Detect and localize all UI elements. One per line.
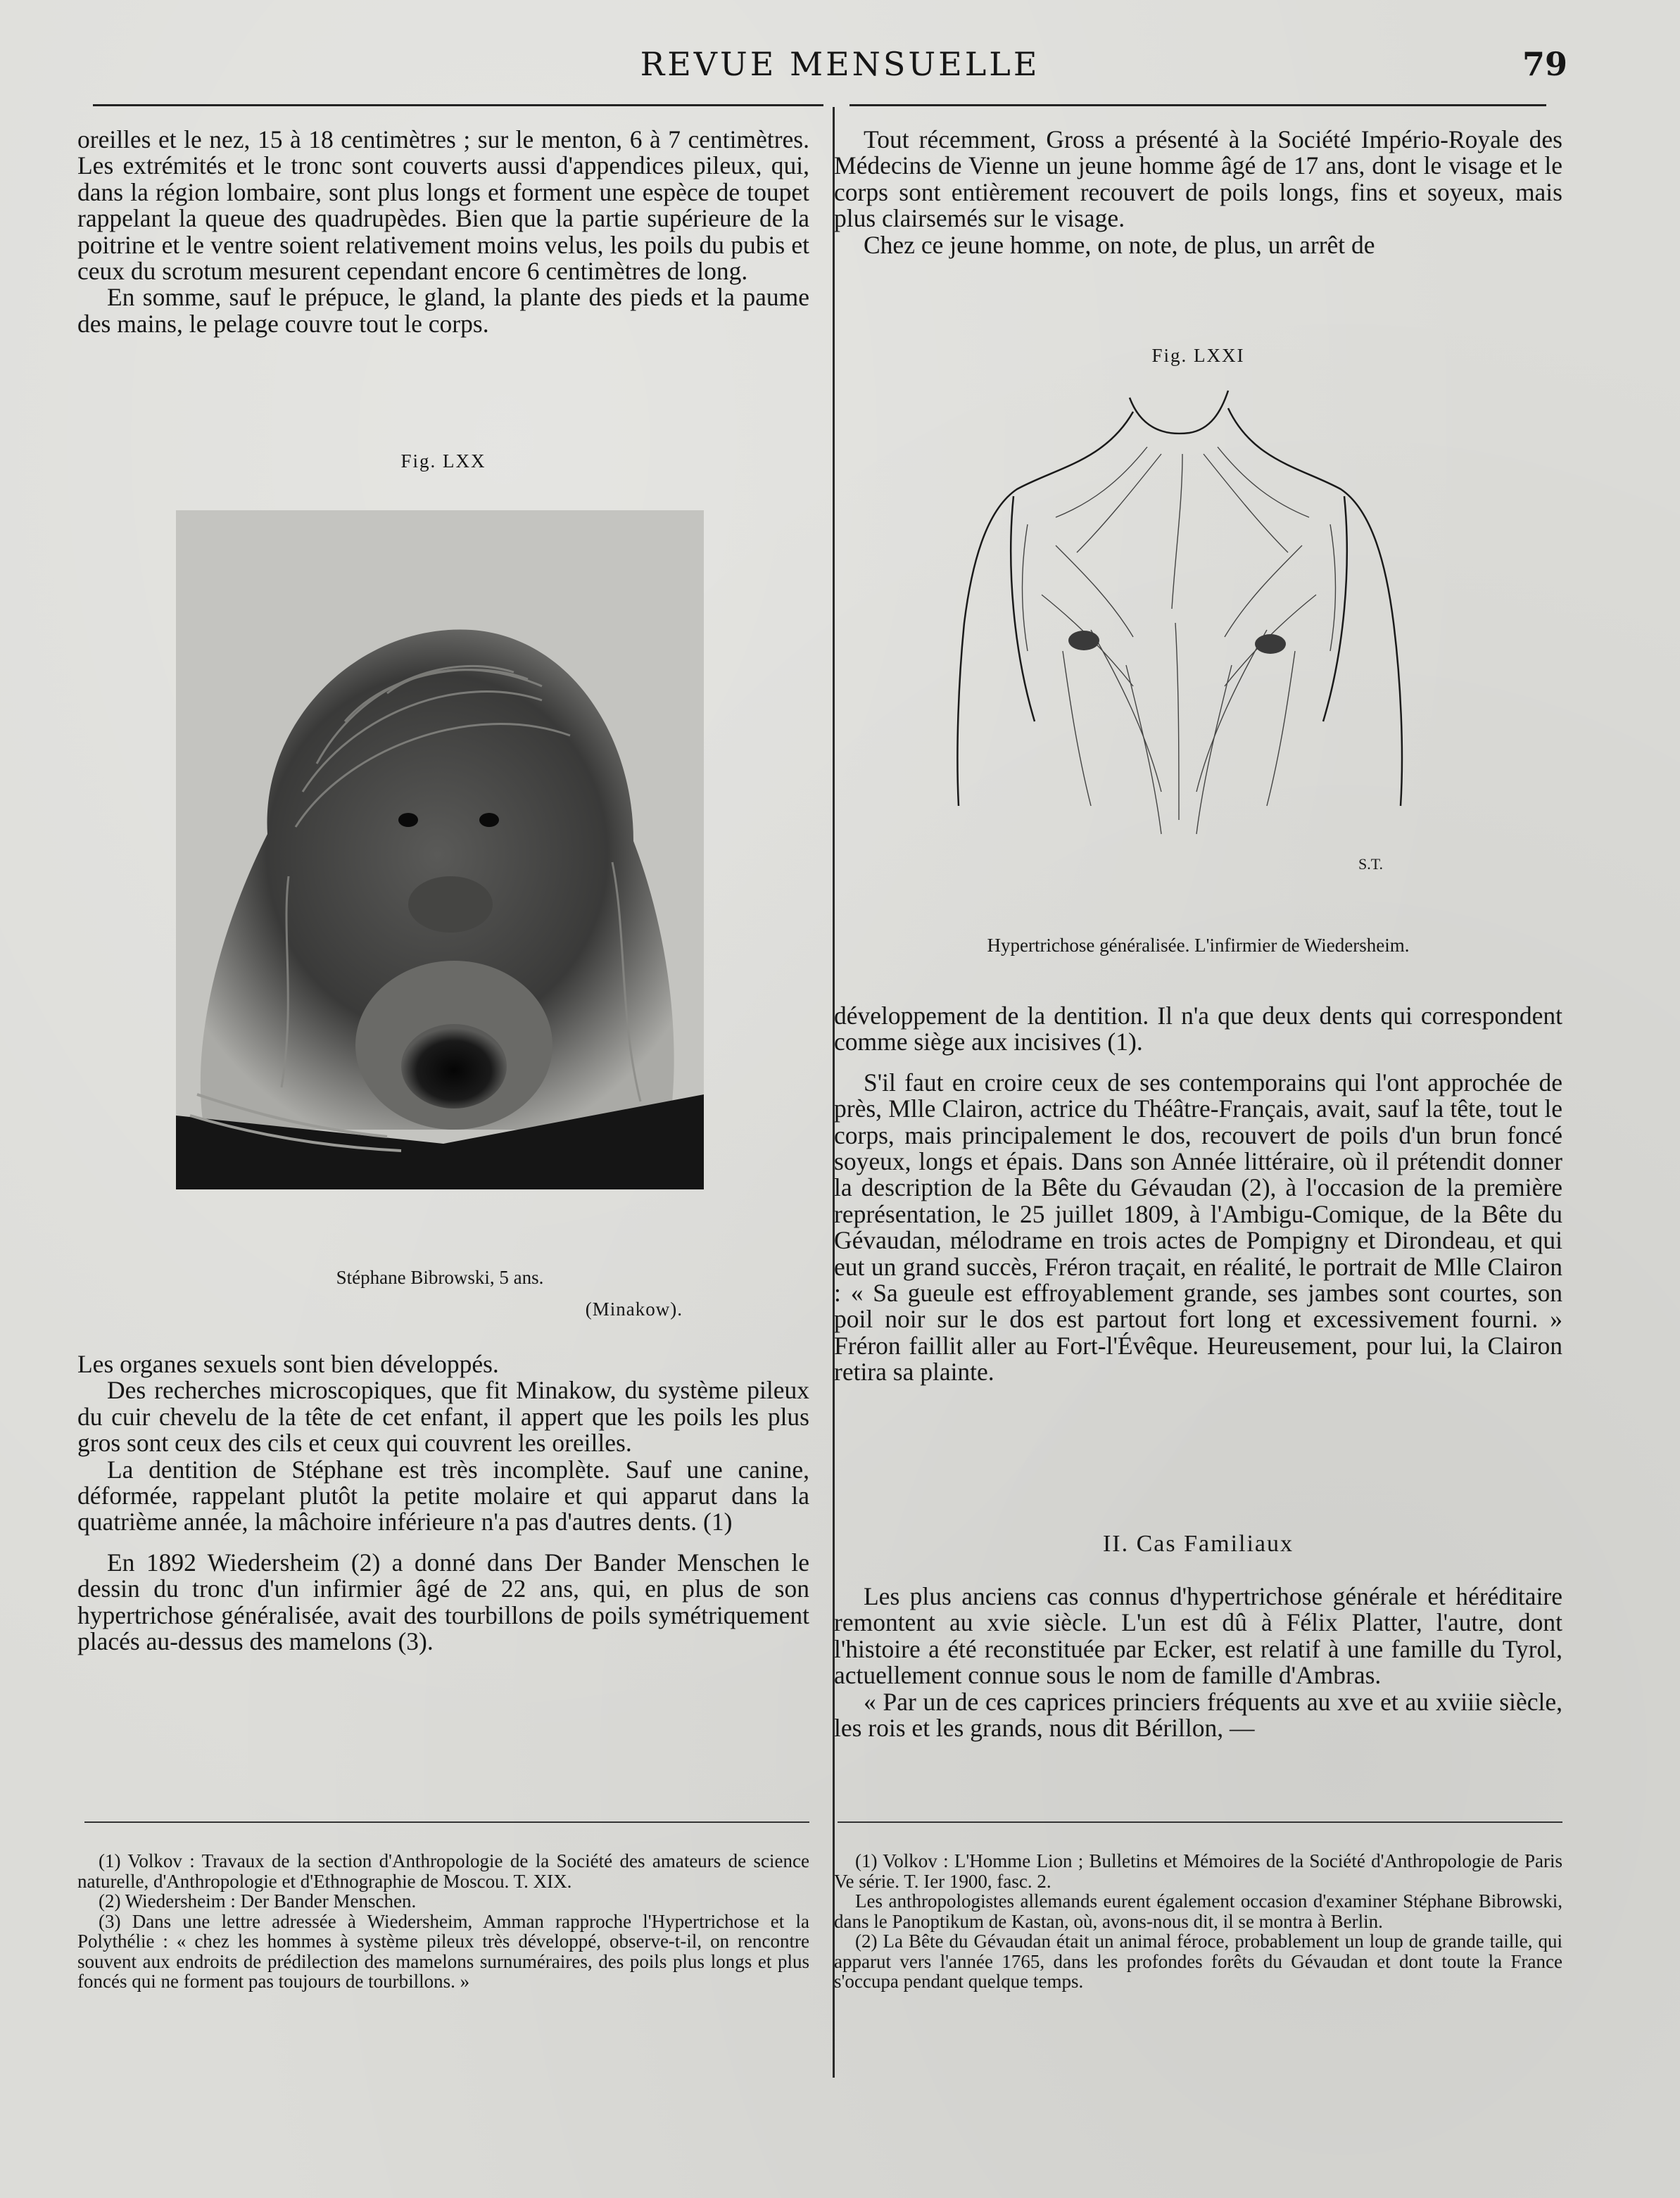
page-number: 79 (1522, 45, 1567, 83)
footnote: Les anthropologistes allemands eurent également occasion d'examiner Stéphane Bibrowski, dans le Panoptikum de Kastan, où, avons-nous dit, il se montra à Berlin. (834, 1890, 1562, 1932)
paragraph: S'il faut en croire ceux de ses contemporains qui l'ont approchée de près, Mlle Clairon, actrice du Théâtre-Français, avait, sauf la tête, tout le corps, mais principalement le dos, recouvert de poils d'un brun foncé soyeux, longs et épais. Dans son Année littéraire, où il prétendit donner la description de la Bête du Gévaudan (2), à l'occasion de la première représentation, le 25 juillet 1809, à l'Ambigu-Comique, de la Bête du Gévaudan, mélodrame en trois actes de Pompigny et Dirondeau, et qui eut un grand succès, Fréron traçait, en réalité, le portrait de Mlle Clairon : « Sa gueule est effroyablement grande, ses jambes sont courtes, son poil noir sur le dos est partout fort long et excessivement fourni. » Fréron faillit aller au Fort-l'Évêque. Heureusement, pour lui, la Clairon retira sa plainte. (834, 1068, 1562, 1387)
paragraph: En 1892 Wiedersheim (2) a donné dans Der Bander Menschen le dessin du tronc d'un infirmier âgé de 22 ans, qui, en plus de son hypertrichose généralisée, avait des tourbillons de poils symétriquement placés au-dessus des mamelons (3). (77, 1548, 809, 1656)
left-column-bottom (77, 1351, 809, 1655)
paragraph: Tout récemment, Gross a présenté à la Société Império-Royale des Médecins de Vienne un jeune homme âgé de 17 ans, dont le visage et le corps sont entièrement recouvert de poils longs, fins et soyeux, mais plus clairsemés sur le visage. (834, 125, 1562, 233)
torso-drawing (950, 384, 1408, 904)
figure-caption: Stéphane Bibrowski, 5 ans. (336, 1267, 544, 1288)
figure-label: Fig. LXXI (1151, 345, 1245, 366)
portrait-photo (176, 510, 704, 1189)
right-column-bottom (834, 1584, 1562, 1741)
running-title: REVUE MENSUELLE (640, 45, 1040, 83)
hairy-child-portrait (176, 510, 704, 1189)
paragraph: Les plus anciens cas connus d'hypertrichose générale et héréditaire remontent au xvie siècle. L'un est dû à Félix Platter, l'autre, dont l'histoire a été reconstituée par Ecker, est relatif à une famille du Tyrol, actuellement connue sous le nom de famille d'Ambras. (834, 1582, 1562, 1690)
footnote: (2) La Bête du Gévaudan était un animal féroce, probablement un loup de grande taille, qui apparut vers l'année 1765, dans les profondes forêts du Gévaudan et dont toute la France s'occupa pendant quelque temps. (834, 1931, 1562, 1992)
figure-label: Fig. LXX (400, 450, 486, 472)
footnote-rule-left (84, 1821, 809, 1823)
paragraph: Les organes sexuels sont bien développés. (77, 1350, 499, 1378)
paragraph: En somme, sauf le prépuce, le gland, la plante des pieds et la paume des mains, le pelage couvre tout le corps. (77, 283, 809, 338)
left-column-top (77, 127, 809, 337)
paragraph: développement de la dentition. Il n'a que deux dents qui correspondent comme siège aux incisives (1). (834, 1002, 1562, 1056)
drawing-signature: S.T. (1358, 855, 1384, 873)
header-rule-left (93, 104, 823, 106)
footnote: (1) Volkov : L'Homme Lion ; Bulletins et Mémoires de la Société d'Anthropologie de Paris Ve série. T. Ier 1900, fasc. 2. (834, 1850, 1562, 1892)
paragraph: Des recherches microscopiques, que fit Minakow, du système pileux du cuir chevelu de la tête de cet enfant, il appert que les poils les plus gros sont ceux des cils et ceux qui couvrent les oreilles. (77, 1376, 809, 1458)
left-footnotes (77, 1851, 809, 1992)
figure-caption: Hypertrichose généralisée. L'infirmier de Wiedersheim. (987, 935, 1410, 956)
footnote: (2) Wiedersheim : Der Bander Menschen. (99, 1890, 417, 1912)
header-rule-right (850, 104, 1546, 106)
figure-credit: (Minakow). (585, 1299, 683, 1320)
right-footnotes (834, 1851, 1562, 1992)
paragraph: oreilles et le nez, 15 à 18 centimètres ; sur le menton, 6 à 7 centimètres. Les extrémités et le tronc sont couverts aussi d'appendices pileux, qui, dans la région lombaire, sont plus longs et forment une espèce de toupet rappelant la queue des quadrupèdes. Bien que la partie supérieure de la poitrine et le ventre soient relativement moins velus, les poils du pubis et ceux du scrotum mesurent cependant encore 6 centimètres de long. (77, 125, 809, 286)
paragraph: Chez ce jeune homme, on note, de plus, un arrêt de (864, 230, 1375, 259)
right-column-mid (834, 1003, 1562, 1386)
right-column-top (834, 127, 1562, 258)
paragraph: « Par un de ces caprices princiers fréquents au xve et au xviiie siècle, les rois et les grands, nous dit Bérillon, — (834, 1687, 1562, 1743)
footnote-rule-right (838, 1821, 1562, 1823)
hairy-torso-illustration (950, 384, 1408, 904)
footnote: (1) Volkov : Travaux de la section d'Anthropologie de la Société des amateurs de science naturelle, d'Anthropologie et d'Ethnographie de Moscou. T. XIX. (77, 1850, 809, 1892)
running-head (0, 41, 1680, 90)
paragraph: La dentition de Stéphane est très incomplète. Sauf une canine, déformée, rappelant plutôt la petite molaire et qui apparut dans la quatrième année, la mâchoire inférieure n'a pas d'autres dents. (1) (77, 1455, 809, 1536)
footnote: (3) Dans une lettre adressée à Wiedersheim, Amman rapproche l'Hypertrichose et la Polythélie : « chez les hommes à système pileux très développé, observe-t-il, on rencontre souvent aux endroits de prédilection des mamelons surnuméraires, des poils plus longs et plus foncés qui ne forment pas toujours de tourbillons. » (77, 1910, 809, 1992)
section-heading: II. Cas Familiaux (1102, 1531, 1294, 1557)
